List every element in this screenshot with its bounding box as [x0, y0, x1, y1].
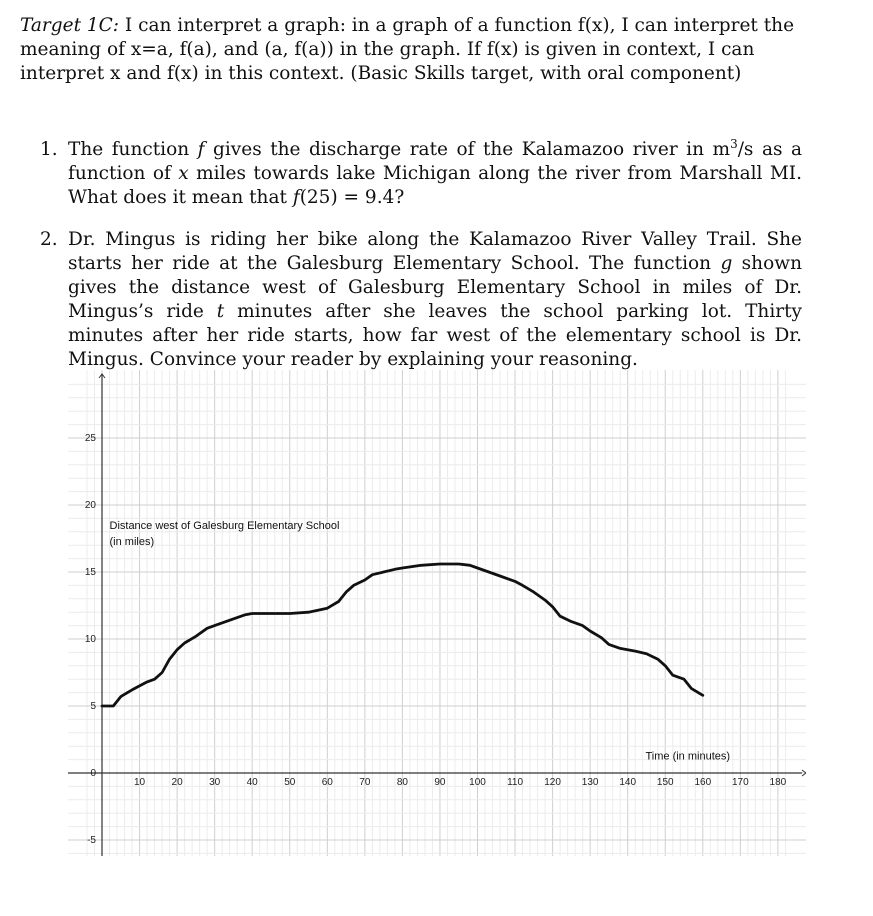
- y-tick-label: 25: [84, 433, 96, 444]
- problem-text: [68, 228, 802, 372]
- y-tick-label: 15: [84, 567, 96, 578]
- y-tick-label: -5: [87, 835, 96, 846]
- problem-1: [40, 138, 802, 210]
- x-tick-label: 140: [619, 777, 637, 788]
- x-tick-label: 30: [209, 777, 221, 788]
- text-run: minutes after she leaves the school parking lot. Thirty minutes after her ride starts, how far west of the elementary school is Dr. Mingus. Convince your reader by explaining your reasoning.: [68, 301, 802, 370]
- y-tick-label: 20: [84, 500, 96, 511]
- x-tick-label: 90: [434, 777, 446, 788]
- text-run: Dr. Mingus is riding her bike along the Kalamazoo River Valley Trail. She starts her ride at the Galesburg Elementary School. The function: [68, 229, 802, 274]
- x-tick-label: 160: [694, 777, 712, 788]
- problem-2: [40, 228, 802, 372]
- math-symbol: t: [216, 301, 225, 322]
- problem-text: [68, 138, 802, 210]
- x-tick-label: 120: [544, 777, 561, 788]
- x-tick-label: 130: [581, 777, 599, 788]
- math-symbol: x: [178, 163, 189, 184]
- text-run: shown gives the distance west of Galesburg Elementary School in miles of Dr. Mingus’s ride: [68, 253, 802, 322]
- x-tick-label: 70: [359, 777, 371, 788]
- x-tick-label: 100: [469, 777, 486, 788]
- y-tick-label: 5: [90, 701, 96, 712]
- text-run: The function: [68, 139, 198, 160]
- x-tick-label: 180: [769, 777, 787, 788]
- x-axis-title: Time (in minutes): [645, 750, 731, 763]
- x-tick-label: 60: [321, 777, 333, 788]
- text-run: /s as a function of: [68, 139, 802, 184]
- y-axis-title-unit: (in miles): [109, 536, 155, 549]
- text-run: (25) = 9.4?: [299, 187, 405, 208]
- superscript: 3: [730, 136, 738, 151]
- y-tick-label: 10: [84, 634, 96, 645]
- x-tick-label: 110: [507, 777, 524, 788]
- text-run: miles towards lake Michigan along the river from Marshall MI. What does it mean that: [68, 163, 802, 208]
- x-tick-label: 150: [656, 777, 674, 788]
- y-axis-title: Distance west of Galesburg Elementary School: [109, 520, 340, 533]
- x-tick-label: 50: [284, 777, 296, 788]
- target-lead: Target 1C:: [20, 15, 120, 36]
- y-tick-label: 0: [90, 768, 96, 779]
- math-symbol: g: [720, 253, 733, 274]
- x-tick-label: 10: [133, 777, 146, 788]
- x-tick-label: 20: [171, 777, 183, 788]
- distance-time-graph: [68, 370, 806, 856]
- math-symbol: f: [292, 187, 300, 208]
- text-run: gives the discharge rate of the Kalamazoo river in m: [204, 139, 731, 160]
- problem-number: 2.: [40, 229, 58, 250]
- x-tick-label: 40: [246, 777, 258, 788]
- math-symbol: f: [197, 139, 205, 160]
- target-text: I can interpret a graph: in a graph of a function f(x), I can interpret the meaning of x=a, f(a), and (a, f(a)) in the graph. If f(x) is given in context, I can interpret x and f(x) in this context. (Basic Skills target, with oral component): [20, 15, 795, 84]
- x-tick-label: 170: [732, 777, 749, 788]
- problem-number: 1.: [40, 139, 58, 160]
- x-tick-label: 80: [396, 777, 408, 788]
- learning-target: [20, 14, 810, 86]
